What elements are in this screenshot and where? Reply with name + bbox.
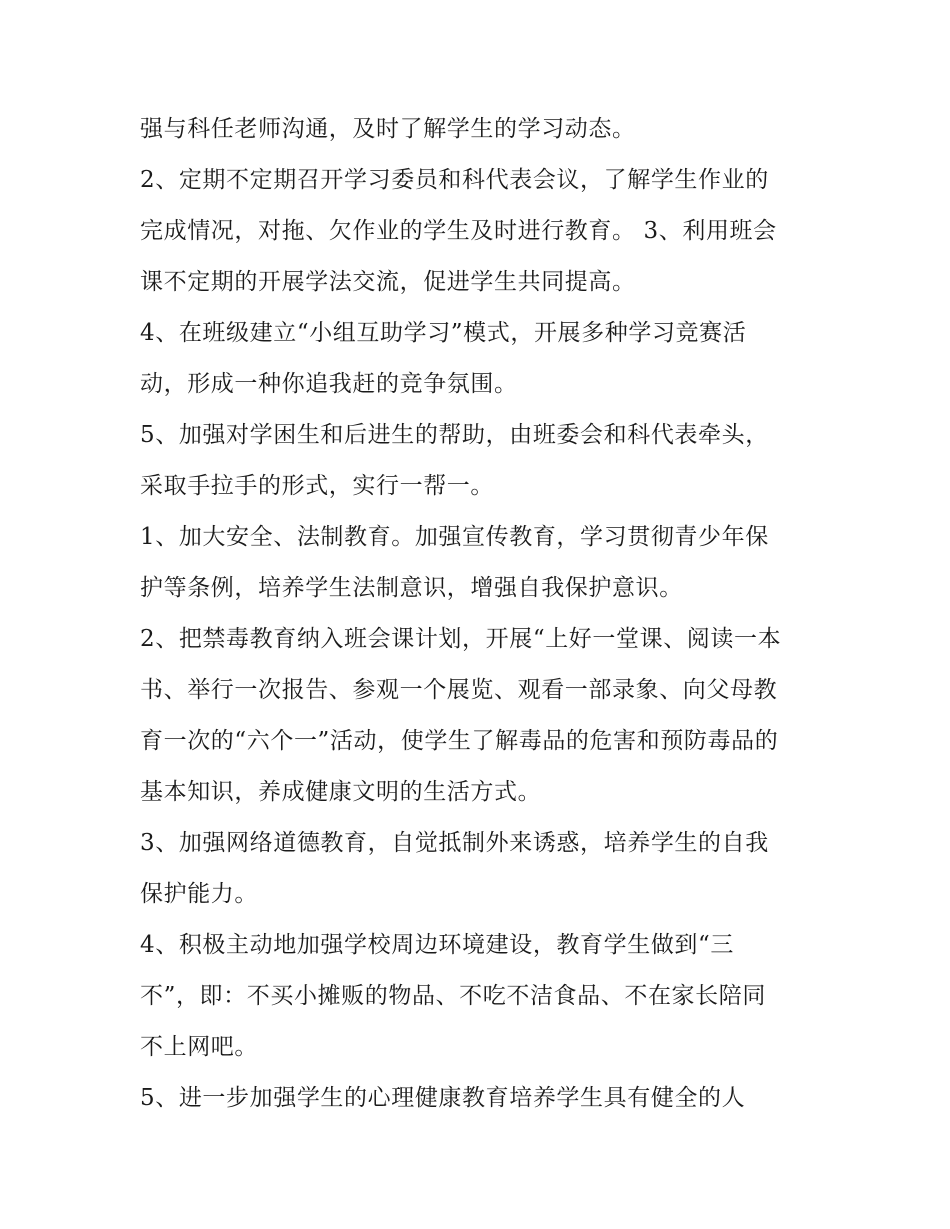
text-line: 4、积极主动地加强学校周边环境建设，教育学生做到“三 [140, 932, 734, 958]
text-line: 5、加强对学困生和后进生的帮助，由班委会和科代表牵头， [140, 422, 769, 448]
text-line: 书、举行一次报告、参观一个展览、观看一部录象、向父母教 [140, 677, 778, 703]
text-line: 保护能力。 [140, 881, 258, 907]
text-line: 动，形成一种你追我赶的竞争氛围。 [140, 371, 518, 397]
text-line: 不”，即：不买小摊贩的物品、不吃不洁食品、不在家长陪同 [140, 983, 766, 1009]
text-line: 育一次的“六个一”活动，使学生了解毒品的危害和预防毒品的 [140, 728, 779, 754]
text-line: 1、加大安全、法制教育。加强宣传教育，学习贯彻青少年保 [140, 524, 769, 550]
text-line: 4、在班级建立“小组互助学习”模式，开展多种学习竞赛活 [140, 320, 747, 346]
text-line: 基本知识，养成健康文明的生活方式。 [140, 779, 542, 805]
text-line: 护等条例，培养学生法制意识，增强自我保护意识。 [140, 575, 683, 601]
text-line: 完成情况，对拖、欠作业的学生及时进行教育。 3、利用班会 [140, 218, 777, 244]
text-line: 2、把禁毒教育纳入班会课计划，开展“上好一堂课、阅读一本 [140, 626, 782, 652]
text-line: 不上网吧。 [140, 1034, 258, 1060]
text-line: 2、定期不定期召开学习委员和科代表会议，了解学生作业的 [140, 167, 769, 193]
text-line: 强与科任老师沟通，及时了解学生的学习动态。 [140, 116, 636, 142]
text-line: 课不定期的开展学法交流，促进学生共同提高。 [140, 269, 636, 295]
text-line: 5、进一步加强学生的心理健康教育培养学生具有健全的人 [140, 1085, 746, 1111]
text-line: 采取手拉手的形式，实行一帮一。 [140, 473, 494, 499]
text-line: 3、加强网络道德教育，自觉抵制外来诱惑，培养学生的自我 [140, 830, 769, 856]
